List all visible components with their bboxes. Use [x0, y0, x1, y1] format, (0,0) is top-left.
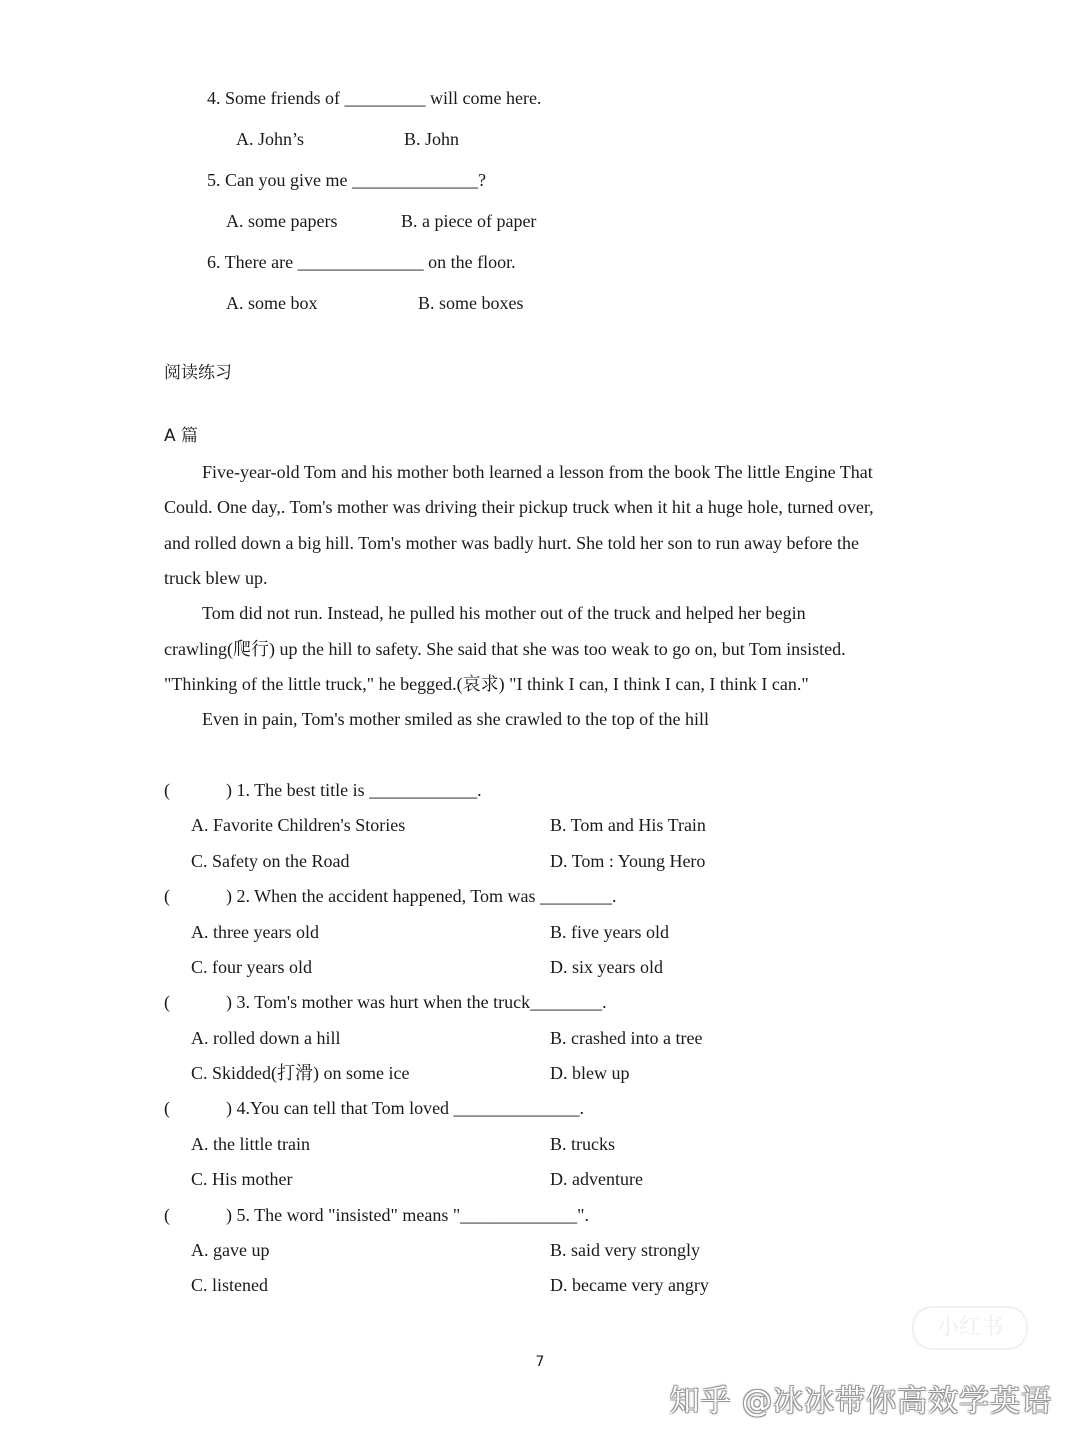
option-d: D. Tom : Young Hero — [550, 851, 706, 871]
options-row — [0, 1273, 1080, 1297]
question-text: 5. Can you give me ______________? — [207, 170, 486, 190]
answer-paren: ( — [164, 992, 170, 1012]
passage-line: "Thinking of the little truck," he begged.(哀求) "I think I can, I think I can, I think I can." — [164, 674, 809, 694]
options-row — [0, 1026, 1080, 1050]
option-a: A. John’s — [236, 129, 305, 149]
option-c: C. listened — [191, 1275, 268, 1295]
question-text: ) 5. The word "insisted" means "_____________". — [226, 1205, 590, 1225]
question-text: ) 1. The best title is ____________. — [226, 780, 482, 800]
option-c: C. His mother — [191, 1169, 293, 1189]
question-text: ) 3. Tom's mother was hurt when the truck________. — [226, 992, 607, 1012]
zhihu-watermark: 知乎 @冰冰带你高效学英语 — [669, 1384, 1052, 1419]
option-c: C. Safety on the Road — [191, 851, 350, 871]
option-d: D. six years old — [550, 957, 663, 977]
passage-line: Even in pain, Tom's mother smiled as she crawled to the top of the hill — [202, 709, 710, 729]
answer-paren: ( — [164, 1098, 170, 1118]
options-row — [0, 920, 1080, 944]
answer-paren: ( — [164, 780, 170, 800]
question-4 — [0, 1096, 1080, 1120]
options-row — [0, 1061, 1080, 1085]
options-row — [0, 1167, 1080, 1191]
answer-paren: ( — [164, 1205, 170, 1225]
question-text: 6. There are ______________ on the floor. — [207, 252, 516, 272]
options-row — [0, 849, 1080, 873]
option-b: B. a piece of paper — [401, 211, 537, 231]
options-row — [0, 813, 1080, 837]
question-3 — [0, 990, 1080, 1014]
passage-line: Tom did not run. Instead, he pulled his mother out of the truck and helped her begin — [202, 603, 806, 623]
passage-line: crawling(爬行) up the hill to safety. She said that she was too weak to go on, but Tom insisted. — [164, 639, 846, 659]
option-a: A. some box — [226, 293, 318, 313]
passage-line: truck blew up. — [164, 568, 268, 588]
option-b: B. five years old — [550, 922, 669, 942]
option-a: A. gave up — [191, 1240, 270, 1260]
option-a: A. some papers — [226, 211, 338, 231]
option-a: A. rolled down a hill — [191, 1028, 341, 1048]
option-d: D. blew up — [550, 1063, 630, 1083]
option-d: D. became very angry — [550, 1275, 709, 1295]
option-a: A. Favorite Children's Stories — [191, 815, 406, 835]
option-b: B. trucks — [550, 1134, 615, 1154]
option-b: B. Tom and His Train — [550, 815, 706, 835]
options-row — [0, 955, 1080, 979]
option-a: A. the little train — [191, 1134, 310, 1154]
question-text: 4. Some friends of _________ will come here. — [207, 88, 542, 108]
passage-title: A 篇 — [164, 426, 199, 446]
option-b: B. John — [404, 129, 460, 149]
xiaohongshu-logo: 小红书 — [912, 1306, 1028, 1350]
page-number: 7 — [535, 1354, 545, 1370]
passage-line: Could. One day,. Tom's mother was driving their pickup truck when it hit a huge hole, turned over, — [164, 497, 874, 517]
option-d: D. adventure — [550, 1169, 643, 1189]
question-text: ) 4.You can tell that Tom loved ______________. — [226, 1098, 585, 1118]
passage-line: Five-year-old Tom and his mother both learned a lesson from the book The little Engine That — [202, 462, 873, 482]
option-c: C. four years old — [191, 957, 312, 977]
answer-paren: ( — [164, 886, 170, 906]
option-b: B. said very strongly — [550, 1240, 700, 1260]
options-row — [0, 1132, 1080, 1156]
option-a: A. three years old — [191, 922, 319, 942]
option-c: C. Skidded(打滑) on some ice — [191, 1063, 410, 1083]
question-5 — [0, 1203, 1080, 1227]
question-2 — [0, 884, 1080, 908]
passage-line: and rolled down a big hill. Tom's mother was badly hurt. She told her son to run away before the — [164, 533, 860, 553]
options-row — [0, 1238, 1080, 1262]
section-title: 阅读练习 — [164, 363, 232, 383]
question-1 — [0, 778, 1080, 802]
option-b: B. crashed into a tree — [550, 1028, 703, 1048]
option-b: B. some boxes — [418, 293, 524, 313]
question-text: ) 2. When the accident happened, Tom was ________. — [226, 886, 617, 906]
